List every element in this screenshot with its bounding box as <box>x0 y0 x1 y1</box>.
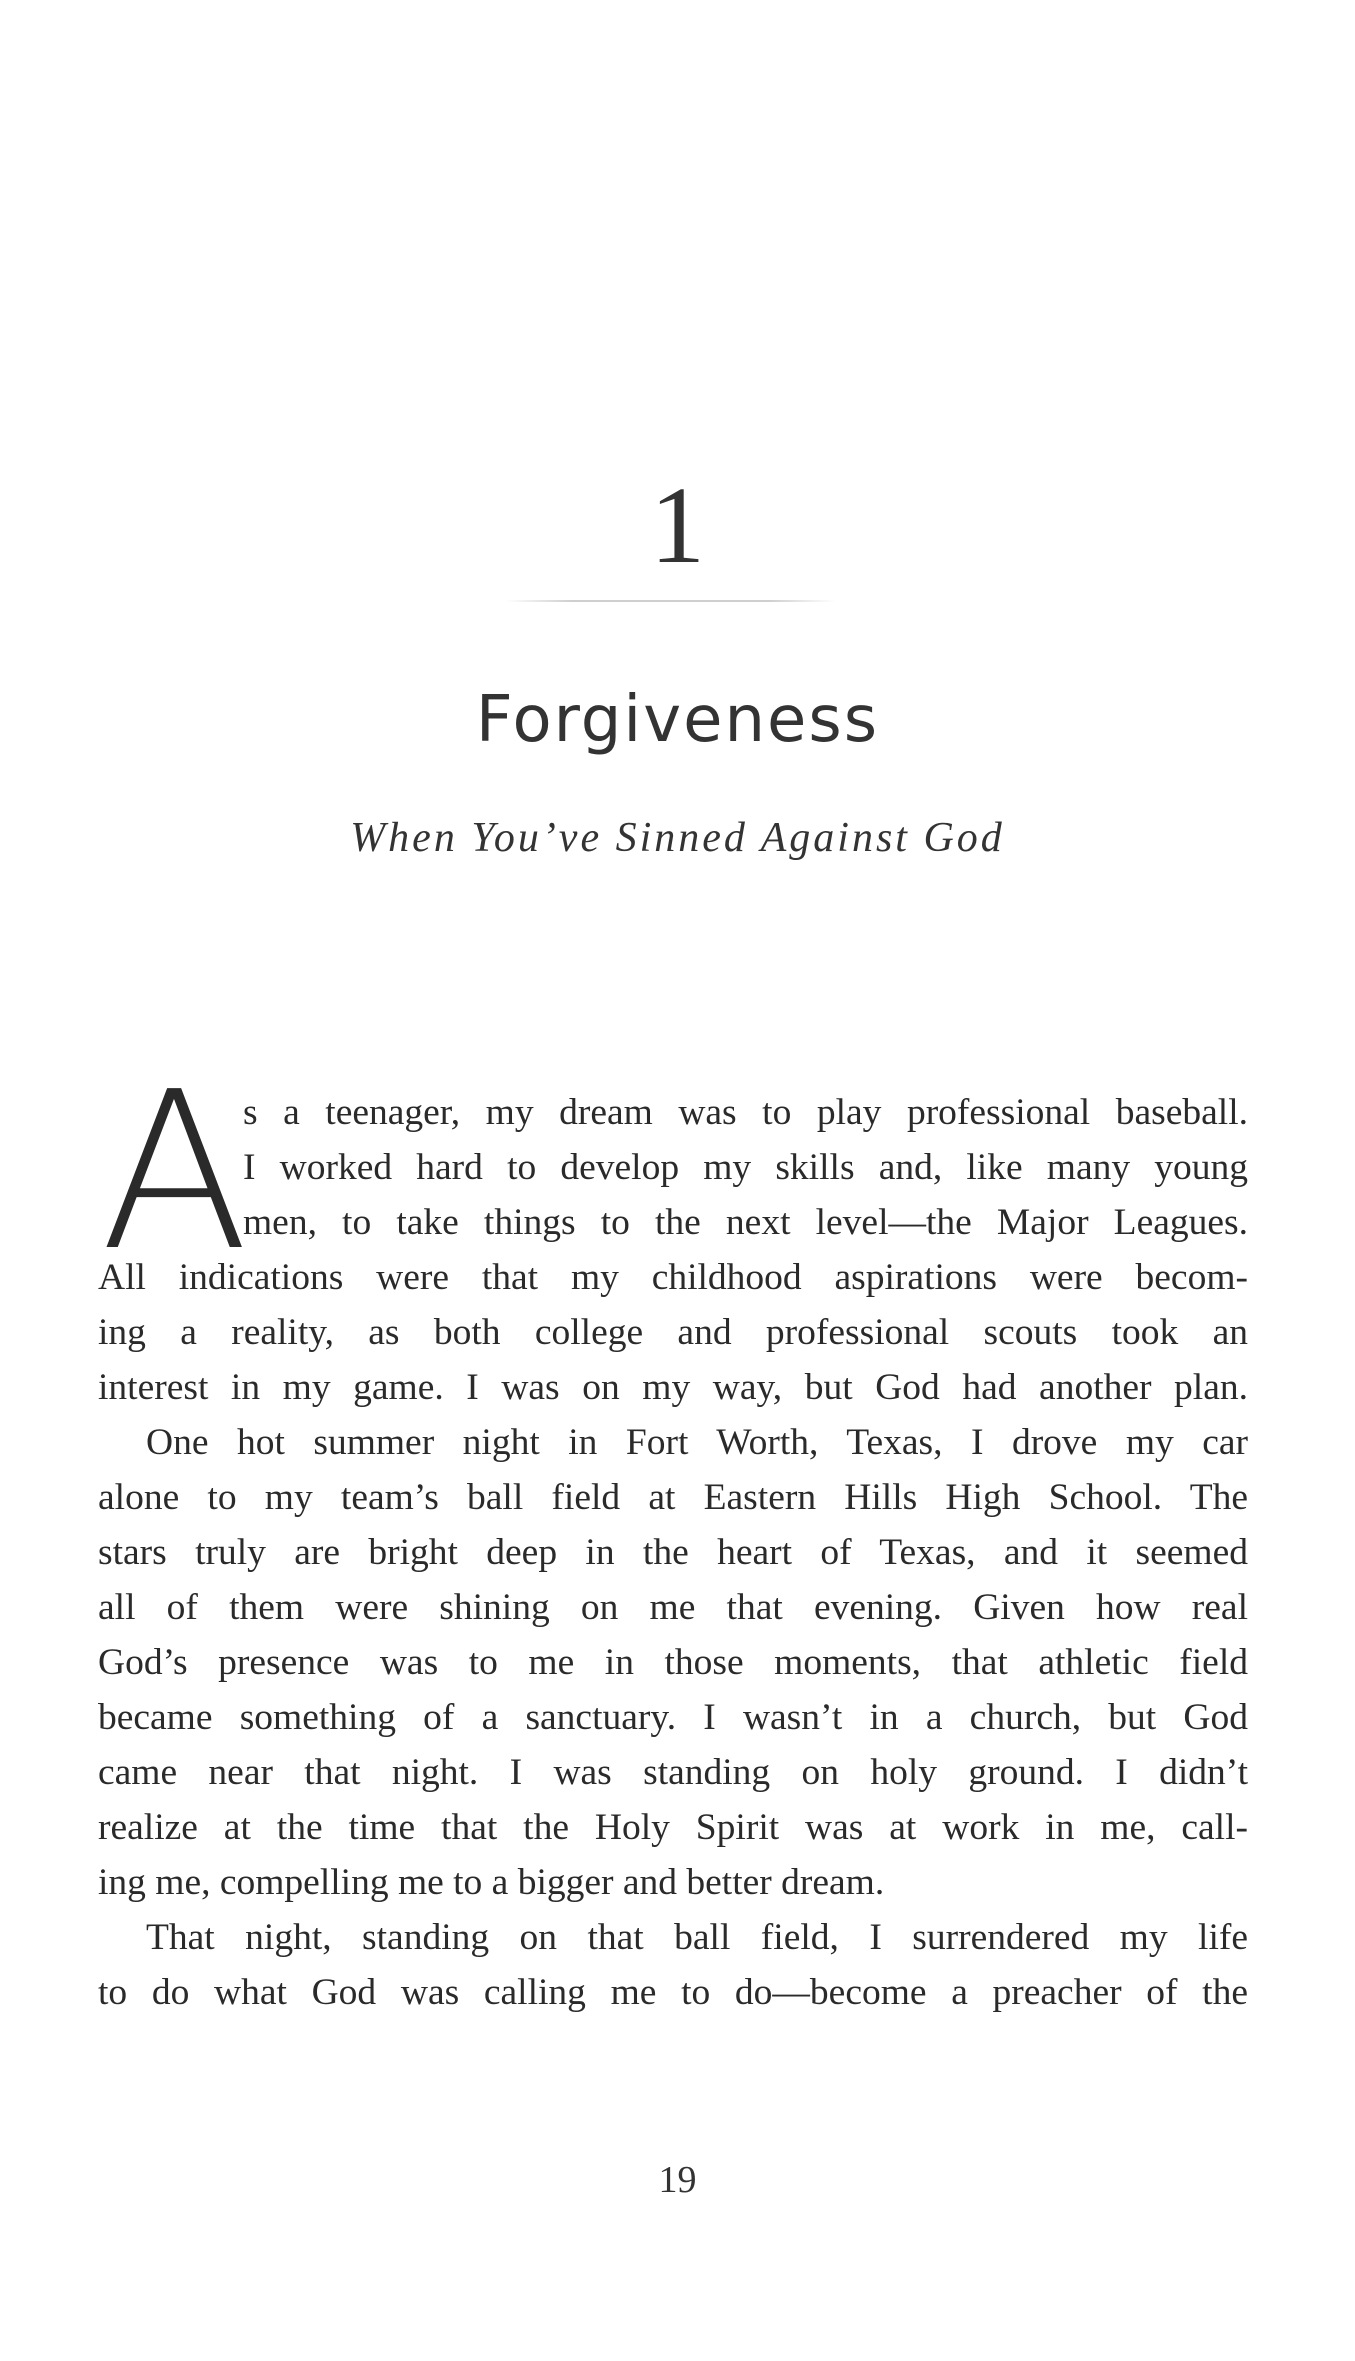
chapter-divider <box>505 600 835 602</box>
body-text <box>98 1085 1248 2020</box>
chapter-subtitle: When You’ve Sinned Against God <box>350 815 1005 861</box>
text-line: interest in my game. I was on my way, but God had another plan. <box>98 1367 1248 1408</box>
text-line: alone to my team’s ball field at Eastern Hills High School. The <box>98 1477 1248 1518</box>
text-line: ing a reality, as both college and professional scouts took an <box>98 1312 1248 1353</box>
text-line: stars truly are bright deep in the heart of Texas, and it seemed <box>98 1532 1248 1573</box>
text-line: All indications were that my childhood aspirations were becom- <box>98 1257 1248 1298</box>
chapter-number: 1 <box>650 464 705 586</box>
page-number: 19 <box>658 2159 697 2201</box>
text-line: men, to take things to the next level—the Major Leagues. <box>243 1202 1248 1243</box>
text-line: all of them were shining on me that evening. Given how real <box>98 1587 1248 1628</box>
text-line: One hot summer night in Fort Worth, Texas, I drove my car <box>146 1422 1248 1463</box>
text-line: to do what God was calling me to do—become a preacher of the <box>98 1972 1248 2013</box>
text-line: s a teenager, my dream was to play professional baseball. <box>243 1092 1248 1133</box>
text-line: That night, standing on that ball field, I surrendered my life <box>146 1917 1248 1958</box>
text-line: became something of a sanctuary. I wasn’t in a church, but God <box>98 1697 1248 1738</box>
text-line: realize at the time that the Holy Spirit was at work in me, call- <box>98 1807 1248 1848</box>
chapter-title: Forgiveness <box>475 683 880 757</box>
text-line: ing me, compelling me to a bigger and better dream. <box>98 1862 885 1903</box>
text-line: God’s presence was to me in those moments, that athletic field <box>98 1642 1248 1683</box>
drop-cap: A <box>100 1046 250 1299</box>
text-line: came near that night. I was standing on holy ground. I didn’t <box>98 1752 1248 1793</box>
text-line: I worked hard to develop my skills and, like many young <box>243 1147 1248 1188</box>
